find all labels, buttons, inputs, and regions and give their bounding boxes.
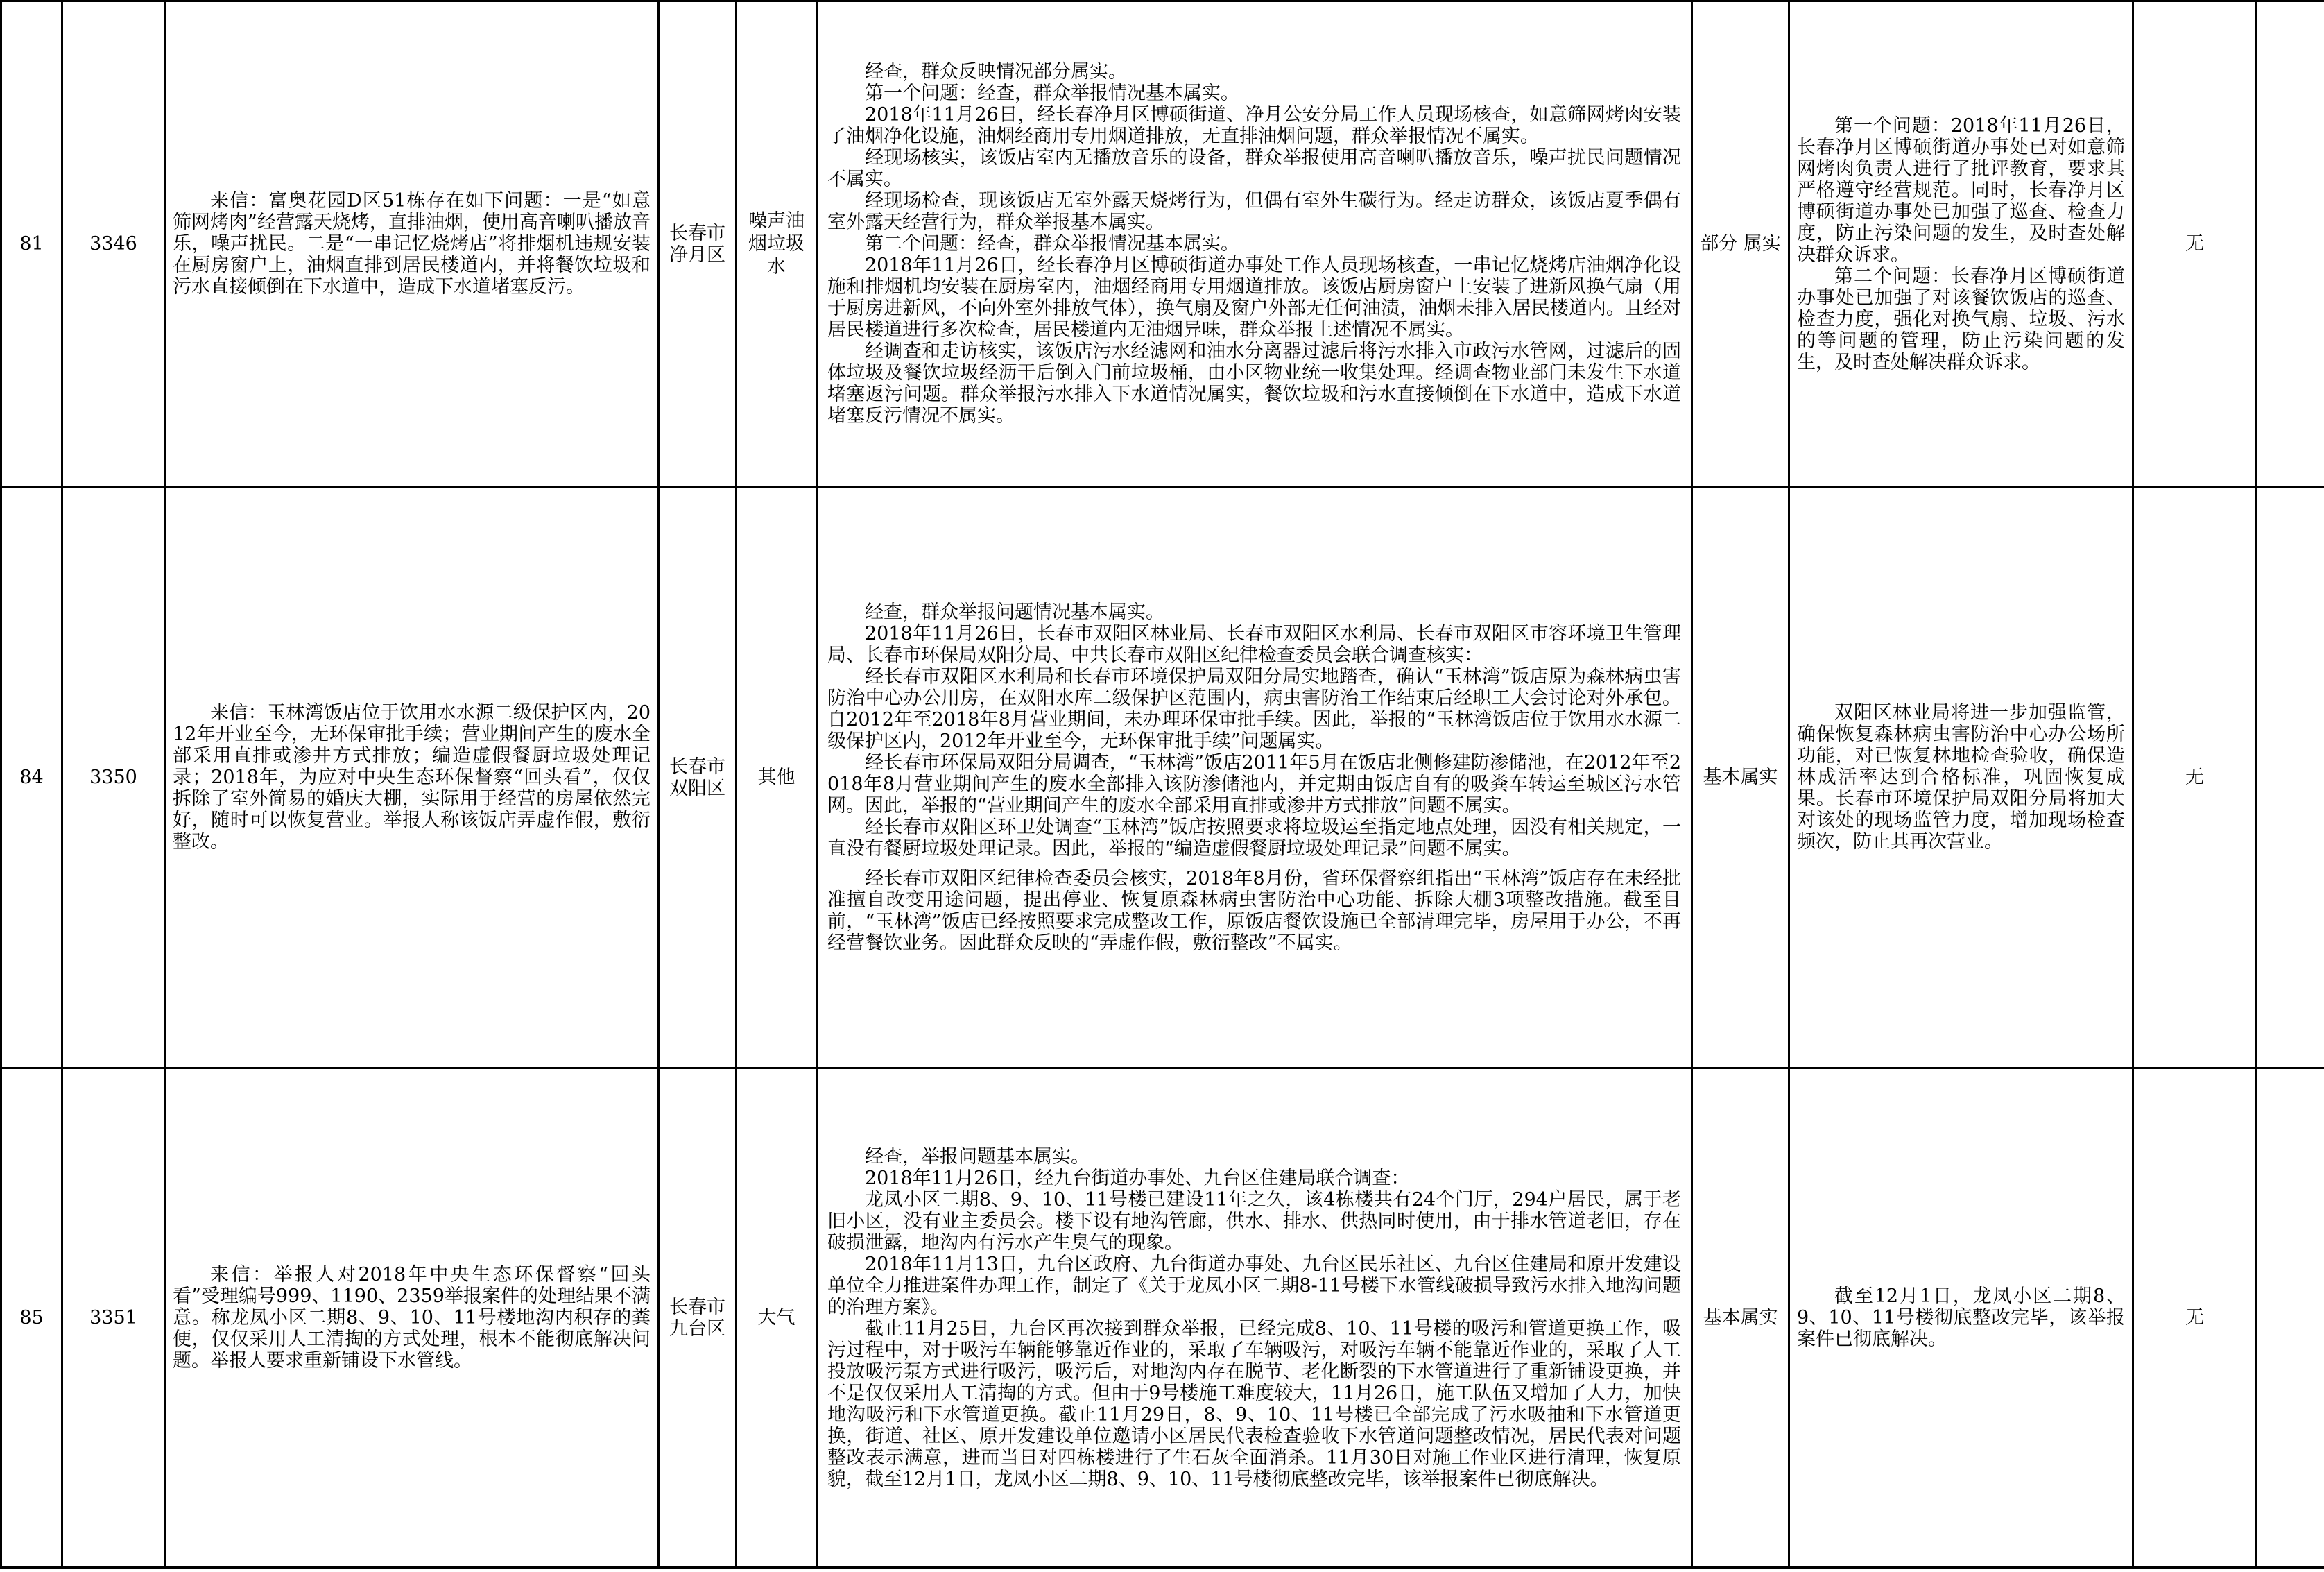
- row-number: 85: [1, 1068, 62, 1568]
- district-cell: 长春市双阳区: [659, 487, 737, 1068]
- findings-paragraph: 经调查和走访核实，该饭店污水经滤网和油水分离器过滤后将污水排入市政污水管网，过滤后的固体垃圾及餐饮垃圾经沥干后倒入门前垃圾桶，由小区物业统一收集处理。经调查物业部门未发生下水道堵塞返污问题。群众举报污水排入下水道情况属实，餐饮垃圾和污水直接倾倒在下水道中，造成下水道堵塞反污情况不属实。: [827, 341, 1681, 427]
- findings-paragraph: 2018年11月26日，经长春净月区博硕街道、净月公安分局工作人员现场核查，如意筛网烤肉安装了油烟净化设施，油烟经商用专用烟道排放，无直排油烟问题，群众举报情况不属实。: [827, 104, 1681, 147]
- empty-cell: [2257, 1, 2324, 487]
- findings-paragraph: 经现场检查，现该饭店无室外露天烧烤行为，但偶有室外生碳行为。经走访群众，该饭店夏季偶有室外露天经营行为，群众举报基本属实。: [827, 190, 1681, 233]
- rectification-paragraph: 双阳区林业局将进一步加强监管，确保恢复森林病虫害防治中心办公场所功能，对已恢复林地检查验收，确保造林成活率达到合格标准，巩固恢复成果。长春市环境保护局双阳分局将加大对该处的现场监管力度，增加现场检查频次，防止其再次营业。: [1797, 702, 2125, 853]
- findings-paragraph: 经长春市双阳区水利局和长春市环境保护局双阳分局实地踏查，确认“玉林湾”饭店原为森林病虫害防治中心办公用房，在双阳水库二级保护区范围内，病虫害防治工作结束后经职工大会讨论对外承包。自2012年至2018年8月营业期间，未办理环保审批手续。因此，举报的“玉林湾饭店位于饮用水水源二级保护区内，2012年开业至今，无环保审批手续”问题属实。: [827, 665, 1681, 752]
- rectification-paragraph: 第二个问题：长春净月区博硕街道办事处已加强了对该餐饮饭店的巡查、检查力度，强化对换气扇、垃圾、污水的等问题的管理，防止污染问题的发生，及时查处解决群众诉求。: [1797, 265, 2125, 373]
- findings-paragraph: 截止11月25日，九台区再次接到群众举报，已经完成8、10、11号楼的吸污和管道更换工作，吸污过程中，对于吸污车辆能够靠近作业的，采取了车辆吸污，对吸污车辆不能靠近作业的，采取了人工投放吸污泵方式进行吸污，吸污后，对地沟内存在脱节、老化断裂的下水管道进行了重新铺设更换，并不是仅仅采用人工清掏的方式。但由于9号楼施工难度较大，11月26日，施工队伍又增加了人力，加快地沟吸污和下水管道更换。截止11月29日，8、9、10、11号楼已全部完成了污水吸抽和下水管道更换，街道、社区、原开发建设单位邀请小区居民代表检查验收下水管道问题整改情况，居民代表对问题整改表示满意，进而当日对四栋楼进行了生石灰全面消杀。11月30日对施工作业区进行清理，恢复原貌，截至12月1日，龙凤小区二期8、9、10、11号楼彻底整改完毕，该举报案件已彻底解决。: [827, 1317, 1681, 1490]
- complaint-text: 来信：举报人对2018年中央生态环保督察“回头看”受理编号999、1190、2359举报案件的处理结果不满意。称龙凤小区二期8、9、10、11号楼地沟内积存的粪便，仅仅采用人工清掏的方式处理，根本不能彻底解决问题。举报人要求重新铺设下水管线。: [173, 1264, 651, 1372]
- findings-paragraph: 经长春市双阳区纪律检查委员会核实，2018年8月份，省环保督察组指出“玉林湾”饭店存在未经批准擅自改变用途问题，提出停业、恢复原森林病虫害防治中心功能、拆除大棚3项整改措施。截至目前，“玉林湾”饭店已经按照要求完成整改工作，原饭店餐饮设施已全部清理完毕，房屋用于办公，不再经营餐饮业务。因此群众反映的“弄虚作假，敷衍整改”不属实。: [827, 867, 1681, 954]
- district-cell: 长春市九台区: [659, 1068, 737, 1568]
- complaint-cell: [165, 487, 659, 1068]
- findings-paragraph: 第二个问题：经查，群众举报情况基本属实。: [865, 233, 1239, 255]
- verdict-cell: 部分 属实: [1692, 1, 1789, 487]
- findings-paragraph: 2018年11月26日，经长春净月区博硕街道办事处工作人员现场核查，一串记忆烧烤店油烟净化设施和排烟机均安装在厨房室内，油烟经商用专用烟道排放。该饭店厨房窗户上安装了进新风换气扇（用于厨房进新风，不向外室外排放气体），换气扇及窗户外部无任何油渍，油烟未排入居民楼道内。且经对居民楼道进行多次检查，居民楼道内无油烟异味，群众举报上述情况不属实。: [827, 255, 1681, 341]
- empty-cell: [2257, 1068, 2324, 1568]
- complaint-cell: [165, 1068, 659, 1568]
- findings-paragraph: 2018年11月13日，九台区政府、九台街道办事处、九台区民乐社区、九台区住建局和原开发建设单位全力推进案件办理工作，制定了《关于龙凤小区二期8-11号楼下水管线破损导致污水排入地沟问题的治理方案》。: [827, 1253, 1681, 1318]
- findings-paragraph: 经查，举报问题基本属实。: [865, 1145, 1090, 1168]
- accountability-cell: 无: [2133, 1, 2257, 487]
- complaint-text: 来信：富奥花园D区51栋存在如下问题：一是“如意筛网烤肉”经营露天烧烤，直排油烟，使用高音喇叭播放音乐，噪声扰民。二是“一串记忆烧烤店”将排烟机违规安装在厨房窗户上，油烟直排到居民楼道内，并将餐饮垃圾和污水直接倾倒在下水道中，造成下水道堵塞反污。: [173, 190, 651, 298]
- complaint-text: 来信：玉林湾饭店位于饮用水水源二级保护区内，2012年开业至今，无环保审批手续；营业期间产生的废水全部采用直排或渗井方式排放；编造虚假餐厨垃圾处理记录；2018年，为应对中央生态环保督察“回头看”，仅仅拆除了室外简易的婚庆大棚，实际用于经营的房屋依然完好，随时可以恢复营业。举报人称该饭店弄虚作假，敷衍整改。: [173, 702, 651, 853]
- findings-paragraph: 经查，群众反映情况部分属实。: [865, 61, 1127, 83]
- findings-paragraph: 2018年11月26日，经九台街道办事处、九台区住建局联合调查：: [865, 1167, 1410, 1189]
- verdict-cell: 基本属实: [1692, 487, 1789, 1068]
- rectification-paragraph: 第一个问题：2018年11月26日，长春净月区博硕街道办事处已对如意筛网烤肉负责人进行了批评教育，要求其严格遵守经营规范。同时，长春净月区博硕街道办事处已加强了巡查、检查力度，防止污染问题的发生，及时查处解决群众诉求。: [1797, 114, 2125, 266]
- findings-paragraph: 经查，群众举报问题情况基本属实。: [865, 601, 1164, 623]
- empty-cell: [2257, 487, 2324, 1068]
- findings-paragraph: 经现场核实，该饭店室内无播放音乐的设备，群众举报使用高音喇叭播放音乐，噪声扰民问题情况不属实。: [827, 147, 1681, 190]
- table-row: [1, 487, 2324, 1068]
- complaint-cell: [165, 1, 659, 487]
- row-number: 81: [1, 1, 62, 487]
- accountability-cell: 无: [2133, 487, 2257, 1068]
- rectification-cell: [1789, 1, 2133, 487]
- category-cell: 大气: [737, 1068, 817, 1568]
- row-number: 84: [1, 487, 62, 1068]
- rectification-cell: [1789, 1068, 2133, 1568]
- verdict-cell: 基本属实: [1692, 1068, 1789, 1568]
- findings-paragraph: 第一个问题：经查，群众举报情况基本属实。: [865, 83, 1239, 104]
- findings-cell: [817, 1068, 1692, 1568]
- findings-cell: [817, 1, 1692, 487]
- findings-paragraph: 经长春市双阳区环卫处调查“玉林湾”饭店按照要求将垃圾运至指定地点处理，因没有相关规定，一直没有餐厨垃圾处理记录。因此，举报的“编造虚假餐厨垃圾处理记录”问题不属实。: [827, 816, 1681, 860]
- table-row: [1, 1068, 2324, 1568]
- findings-paragraph: 龙凤小区二期8、9、10、11号楼已建设11年之久，该4栋楼共有24个门厅，294户居民，属于老旧小区，没有业主委员会。楼下设有地沟管廊，供水、排水、供热同时使用，由于排水管道老旧，存在破损泄露，地沟内有污水产生臭气的现象。: [827, 1188, 1681, 1254]
- accountability-cell: 无: [2133, 1068, 2257, 1568]
- findings-cell: [817, 487, 1692, 1068]
- case-code: 3346: [62, 1, 165, 487]
- case-code: 3351: [62, 1068, 165, 1568]
- district-cell: 长春市净月区: [659, 1, 737, 487]
- category-cell: 噪声油烟垃圾水: [737, 1, 817, 487]
- case-code: 3350: [62, 487, 165, 1068]
- table-row: [1, 1, 2324, 487]
- rectification-paragraph: 截至12月1日，龙凤小区二期8、9、10、11号楼彻底整改完毕，该举报案件已彻底解决。: [1797, 1285, 2125, 1350]
- findings-paragraph: 2018年11月26日，长春市双阳区林业局、长春市双阳区水利局、长春市双阳区市容环境卫生管理局、长春市环保局双阳分局、中共长春市双阳区纪律检查委员会联合调查核实：: [827, 622, 1681, 666]
- findings-paragraph: 经长春市环保局双阳分局调查，“玉林湾”饭店2011年5月在饭店北侧修建防渗储池，在2012年至2018年8月营业期间产生的废水全部排入该防渗储池内，并定期由饭店自有的吸粪车转运至城区污水管网。因此，举报的“营业期间产生的废水全部采用直排或渗井方式排放”问题不属实。: [827, 751, 1681, 817]
- rectification-cell: [1789, 487, 2133, 1068]
- category-cell: 其他: [737, 487, 817, 1068]
